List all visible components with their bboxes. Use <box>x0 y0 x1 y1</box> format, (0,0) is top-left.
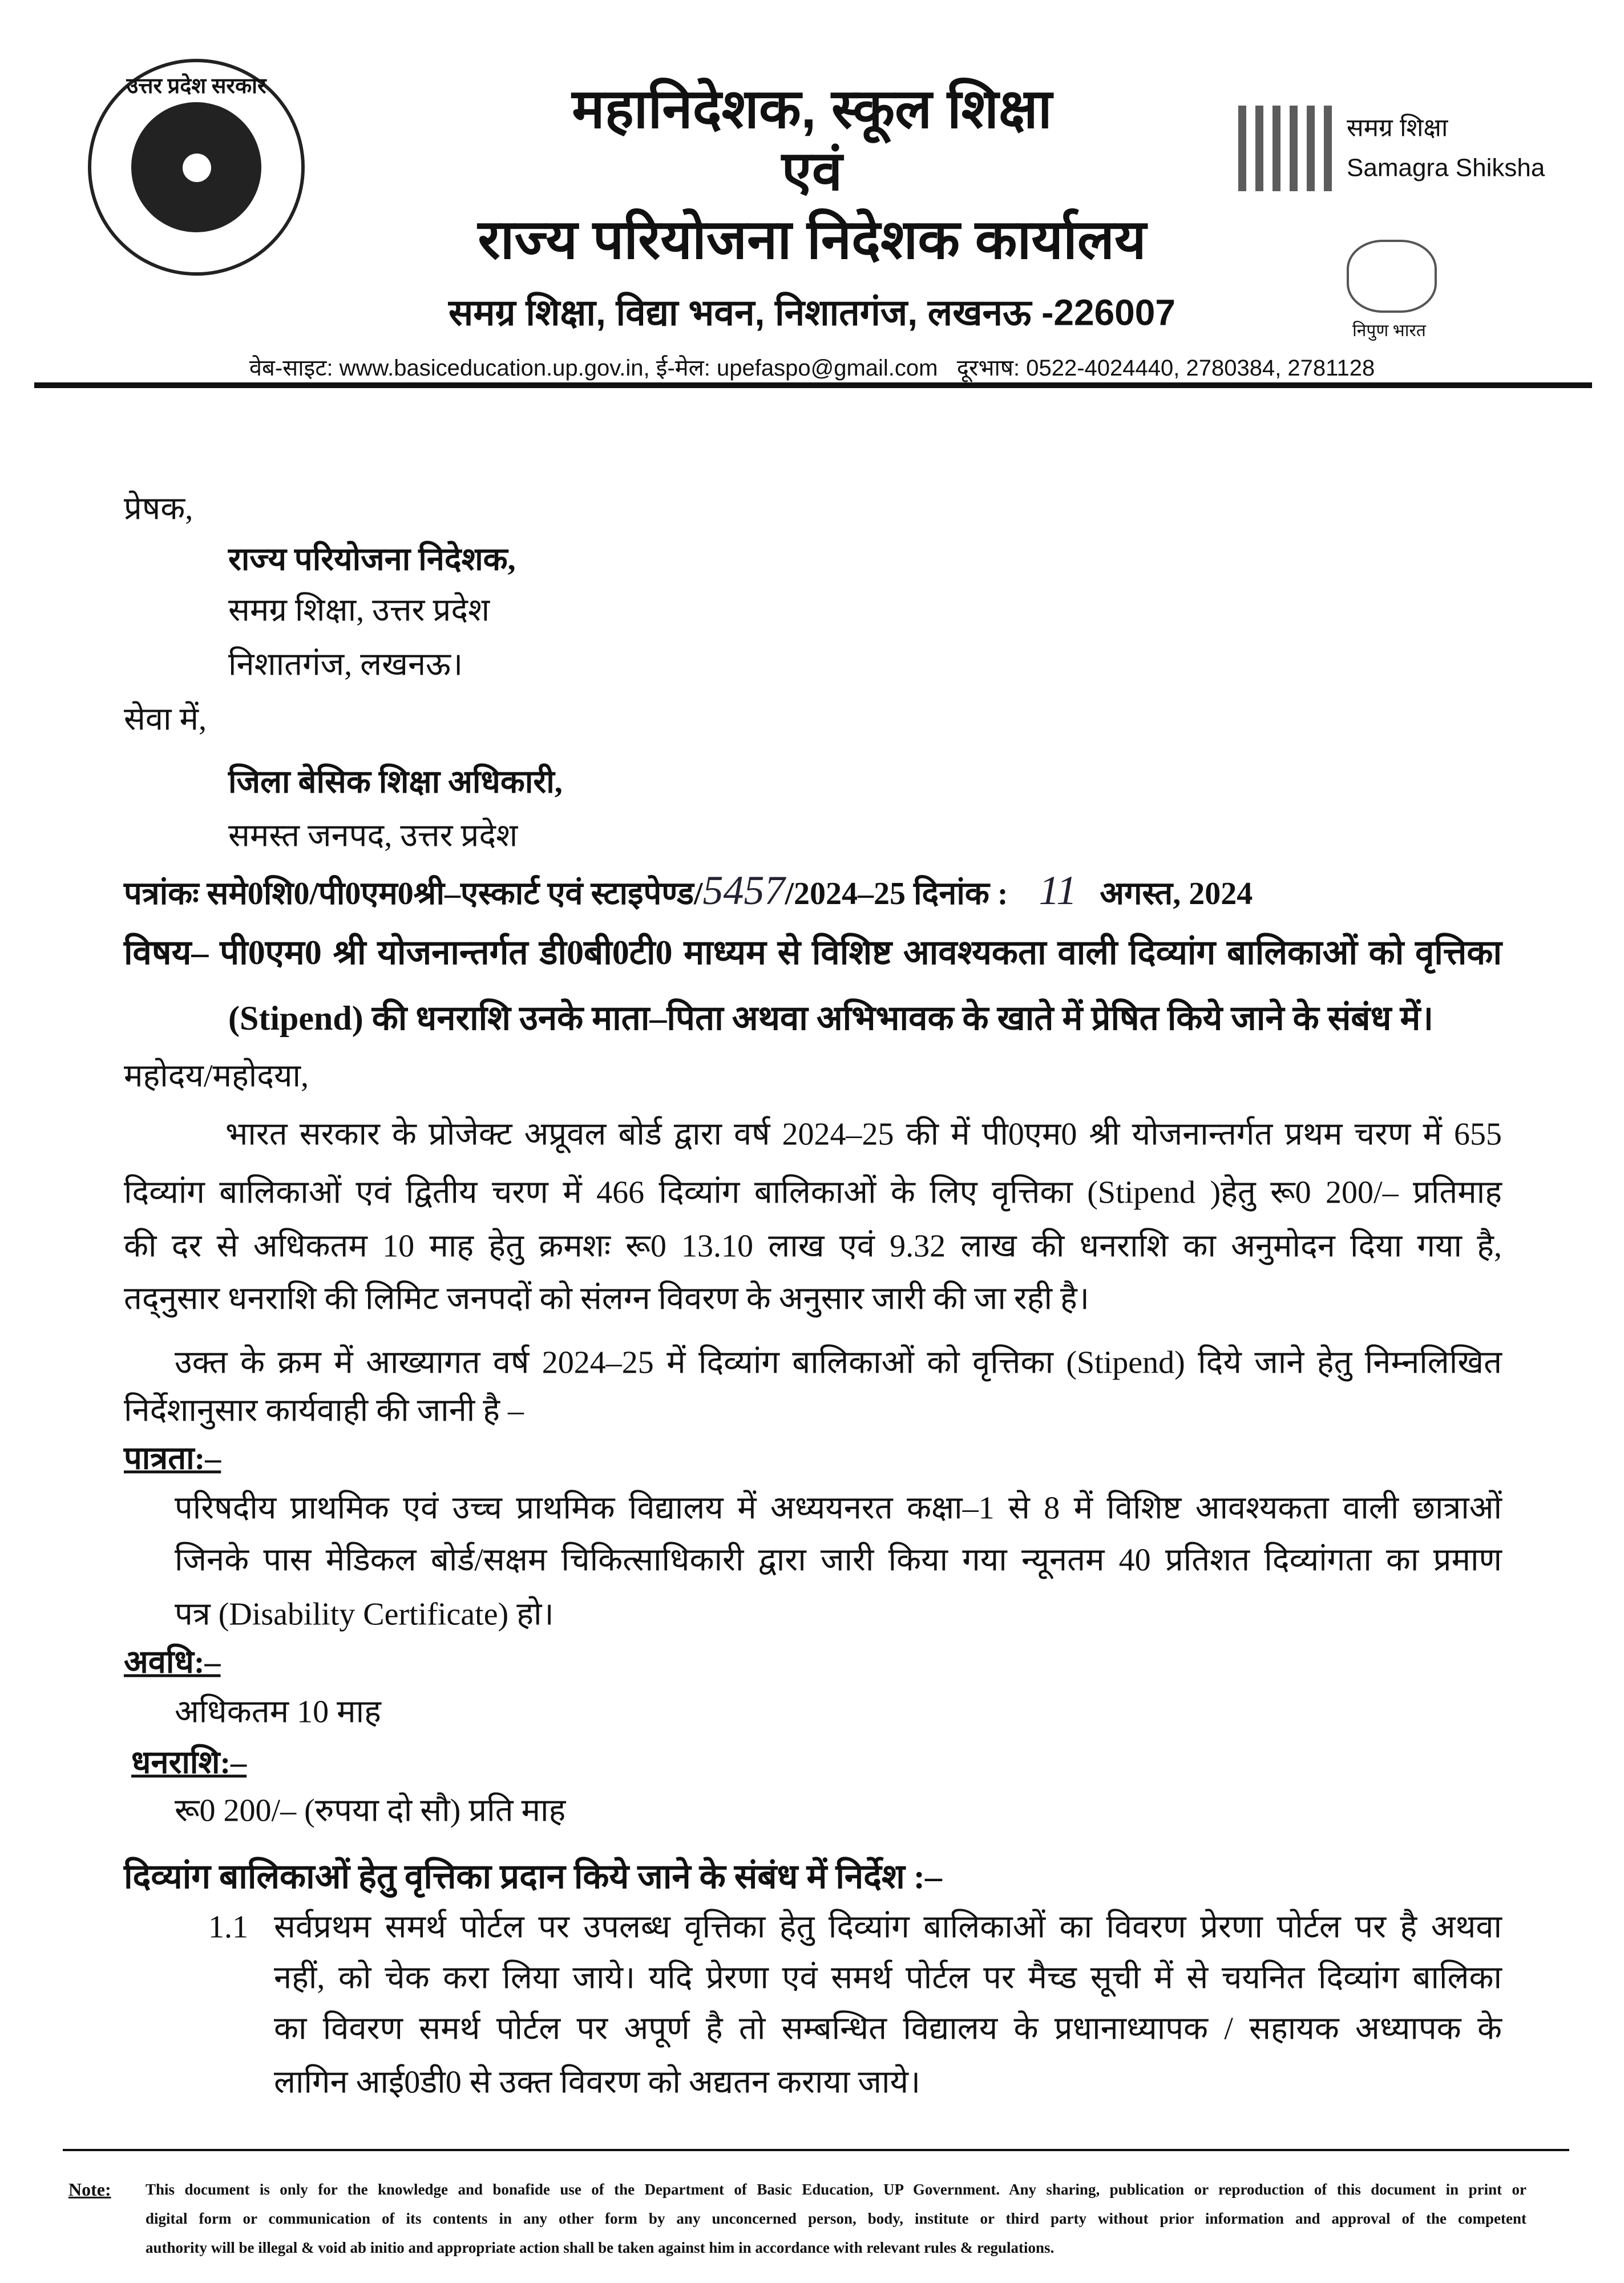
to-label: सेवा में, <box>124 701 207 737</box>
nipun-bharat-logo <box>1347 240 1437 313</box>
para2-line: उक्त के क्रम में आख्यागत वर्ष 2024–25 में दिव्यांग बालिकाओं को वृत्तिका (Stipend) दिये जाने हेतु निम्नलिखित <box>175 1345 1502 1381</box>
samagra-en: Samagra Shiksha <box>1347 154 1545 182</box>
ref-prefix: पत्रांकः समे0शि0/पी0एम0श्री–एस्कार्ट एवं स्टाइपेण्ड/ <box>124 876 703 911</box>
instructions-heading: दिव्यांग बालिकाओं हेतु वृत्तिका प्रदान किये जाने के संबंध में निर्देश :– <box>124 1858 942 1895</box>
amount-text: रू0 200/– (रुपया दो सौ) प्रति माह <box>175 1793 566 1829</box>
header-address: समग्र शिक्षा, विद्या भवन, निशातगंज, लखनऊ -226007 <box>449 292 1175 333</box>
instruction-line: का विवरण समर्थ पोर्टल पर अपूर्ण है तो सम्बन्धित विद्यालय के प्रधानाध्यापक / सहायक अध्यापक के <box>274 2011 1502 2047</box>
ref-year: /2024–25 दिनांक : <box>785 876 1008 911</box>
note-line: digital form or communication of its contents in any other form by any unconcerned person, body, institute or third party without prior information and approval of the competent <box>146 2209 1526 2227</box>
sender-label: प्रेषक, <box>124 491 193 527</box>
duration-text: अधिकतम 10 माह <box>175 1694 381 1730</box>
reference-line <box>124 866 1253 915</box>
sender-title: राज्य परियोजना निदेशक, <box>228 542 516 578</box>
instruction-line: सर्वप्रथम समर्थ पोर्टल पर उपलब्ध वृत्तिका हेतु दिव्यांग बालिकाओं का विवरण प्रेरणा पोर्टल पर है अथवा <box>274 1909 1502 1945</box>
sender-place: निशातगंज, लखनऊ। <box>228 647 463 683</box>
duration-heading: अवधि:– <box>124 1644 221 1680</box>
instruction-line: नहीं, को चेक करा लिया जाये। यदि प्रेरणा एवं समर्थ पोर्टल पर मैच्ड सूची में से चयनित दिव्यांग बालिका <box>274 1960 1502 1996</box>
subject-line-2: (Stipend) की धनराशि उनके माता–पिता अथवा अभिभावक के खाते में प्रेषित किये जाने के संबंध में। <box>228 999 1434 1037</box>
header-title-conj: एवं <box>781 140 843 202</box>
amount-heading: धनराशि:– <box>131 1745 247 1781</box>
para1-line: तद्नुसार धनराशि की लिमिट जनपदों को संलग्न विवरण के अनुसार जारी की जा रही है। <box>124 1281 1089 1317</box>
eligibility-line: परिषदीय प्राथमिक एवं उच्च प्राथमिक विद्यालय में अध्ययनरत कक्षा–1 से 8 में विशिष्ट आवश्यकता वाली छात्राओं <box>175 1490 1502 1526</box>
salutation: महोदय/महोदया, <box>124 1058 309 1094</box>
para2-line: निर्देशानुसार कार्यवाही की जानी है – <box>124 1393 524 1429</box>
emblem-text: उत्तर प्रदेश सरकार <box>126 74 266 98</box>
instruction-line: लागिन आई0डी0 से उक्त विवरण को अद्यतन कराया जाये। <box>274 2064 921 2100</box>
subject-line-1: विषय– पी0एम0 श्री योजनान्तर्गत डी0बी0टी0 माध्यम से विशिष्ट आवश्यकता वाली दिव्यांग बालिकाओं को वृत्तिका <box>124 934 1502 971</box>
header-title: महानिदेशक, स्कूल शिक्षा <box>572 78 1052 140</box>
recipient-place: समस्त जनपद, उत्तर प्रदेश <box>228 818 518 854</box>
ref-month: अगस्त, 2024 <box>1100 876 1253 911</box>
header-contact: वेब-साइट: www.basiceducation.up.gov.in, ई-मेल: upefaspo@gmail.com दूरभाष: 0522-4024440, 2780384, 2781128 <box>249 356 1375 381</box>
eligibility-heading: पात्रता:– <box>124 1441 221 1477</box>
para1-line: दिव्यांग बालिकाओं एवं द्वितीय चरण में 466 दिव्यांग बालिकाओं के लिए वृत्तिका (Stipend )हेतु रू0 200/– प्रतिमाह <box>124 1175 1502 1211</box>
note-label: Note: <box>68 2179 111 2200</box>
note-line: authority will be illegal & void ab initio and appropriate action shall be taken against him in accordance with relevant rules & regulations. <box>146 2238 1055 2256</box>
recipient-title: जिला बेसिक शिक्षा अधिकारी, <box>228 764 563 800</box>
sender-org: समग्र शिक्षा, उत्तर प्रदेश <box>228 592 490 628</box>
header-rule <box>34 382 1592 388</box>
ref-number-handwritten: 5457 <box>702 867 785 913</box>
para1-line: की दर से अधिकतम 10 माह हेतु क्रमशः रू0 13.10 लाख एवं 9.32 लाख की धनराशि का अनुमोदन दिया गया है, <box>124 1228 1502 1264</box>
header-office: राज्य परियोजना निदेशक कार्यालय <box>478 209 1146 271</box>
para1-line: भारत सरकार के प्रोजेक्ट अप्रूवल बोर्ड द्वारा वर्ष 2024–25 की में पी0एम0 श्री योजनान्तर्गत प्रथम चरण में 655 <box>225 1116 1502 1152</box>
eligibility-line: जिनके पास मेडिकल बोर्ड/सक्षम चिकित्साधिकारी द्वारा जारी किया गया न्यूनतम 40 प्रतिशत दिव्यांगता का प्रमाण <box>175 1542 1502 1578</box>
footer-rule <box>63 2149 1569 2151</box>
samagra-hi: समग्र शिक्षा <box>1347 114 1448 142</box>
ref-day-handwritten: 11 <box>1039 867 1077 913</box>
samagra-shiksha-logo <box>1238 106 1335 191</box>
instruction-number: 1.1 <box>208 1909 248 1945</box>
nipun-text: निपुण भारत <box>1352 321 1426 340</box>
note-line: This document is only for the knowledge and bonafide use of the Department of Basic Education, UP Government. Any sharing, publication or reproduction of this document in print or <box>146 2180 1526 2198</box>
eligibility-line: पत्र (Disability Certificate) हो। <box>175 1596 554 1632</box>
